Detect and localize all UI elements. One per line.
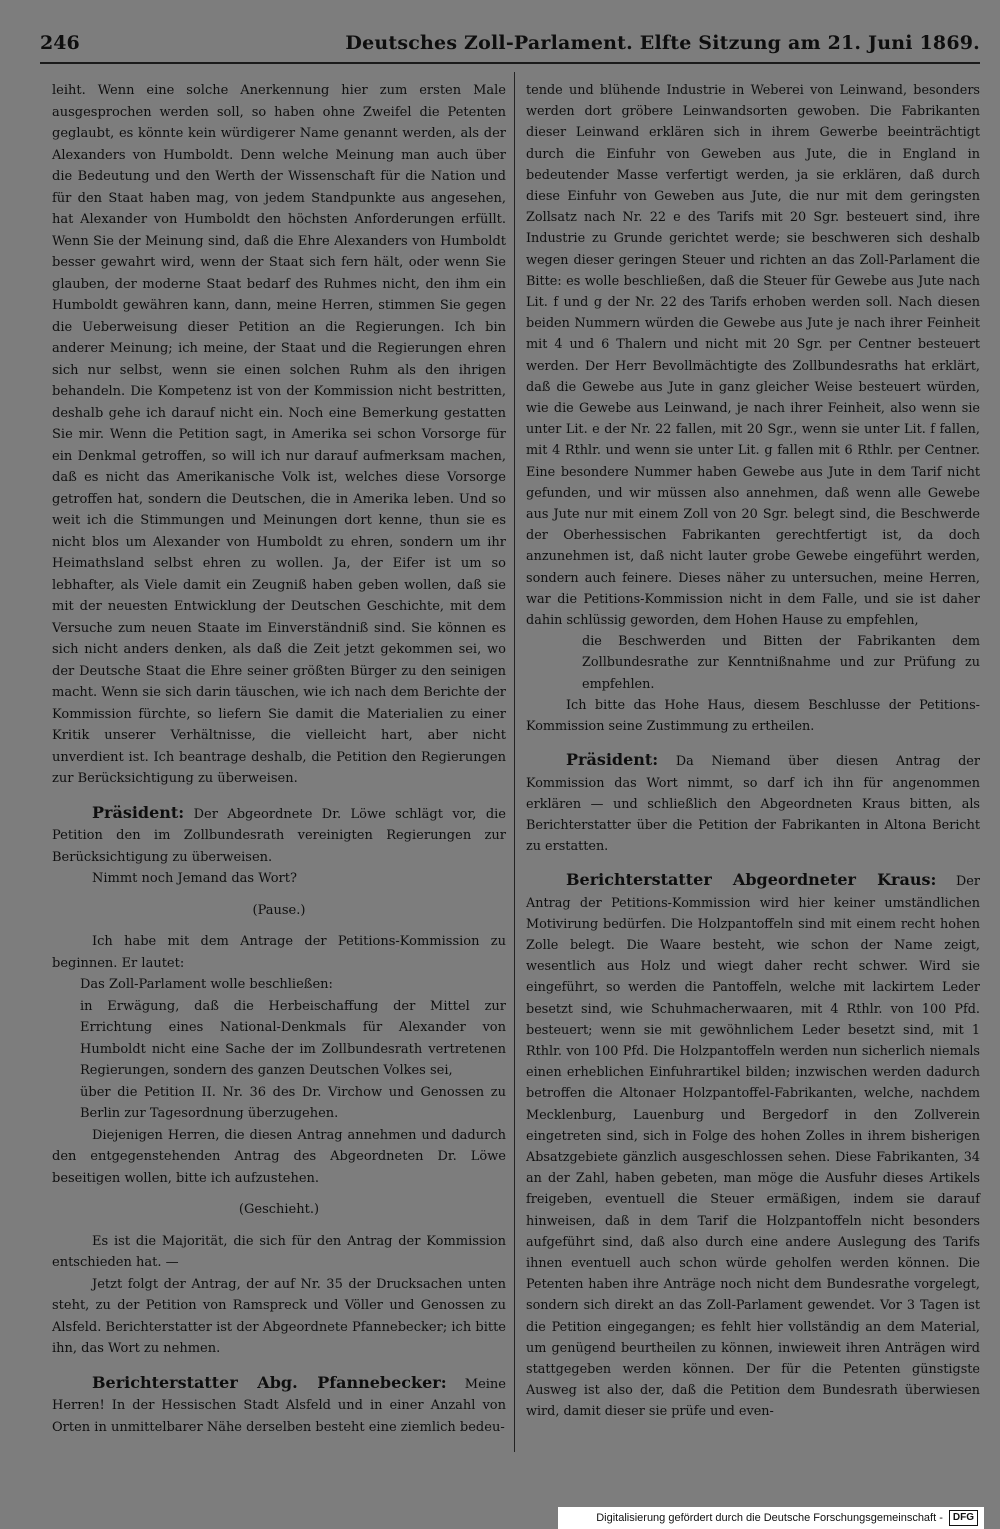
- dfg-logo: DFG: [949, 1510, 978, 1526]
- paragraph: [52, 1231, 506, 1274]
- right-column: [526, 80, 980, 1423]
- paragraph: [526, 695, 980, 737]
- paragraph: [80, 996, 506, 1082]
- paragraph: [80, 1082, 506, 1125]
- speaker-name: Präsident:: [92, 802, 185, 822]
- paragraph-text: Ich habe mit dem Antrage der Petitions-Kommission zu beginnen. Er lautet:: [52, 934, 506, 971]
- paragraph: [582, 631, 980, 695]
- paragraph-text: über die Petition II. Nr. 36 des Dr. Virchow und Genossen zu Berlin zur Tagesordnung überzugehen.: [80, 1084, 506, 1121]
- paragraph-text: Der Antrag der Petitions-Kommission wird hier keiner umständlichen Motivirung bedürfen. Die Holzpantoffeln sind mit einem recht hohen Zolle belegt. Die Waare besteht, wie schon der Name zeigt, wesentlich aus Holz und wiegt daher recht schwer. Wird sie eingeführt, so werden die Pantoffeln, welche mit lackirtem Leder besetzt sind, wie Schuhmacherwaaren, mit 4 Rthlr. von 100 Pfd. besteuert; wenn sie mit gewöhnlichem Leder besetzt sind, mit 1 Rthlr. von 100 Pfd. Die Holzpantoffeln werden nun sicherlich niemals einen erheblichen Einfuhrartikel bilden; inzwischen werden dadurch betroffen die Altonaer Holzpantoffel-Fabrikanten, welche, nachdem Mecklenburg, Lauenburg und Bergedorf in den Zollverein eingetreten sind, sich in Folge des hohen Zolles in ihrem bisherigen Absatzgebiete gänzlich ausgeschlossen sehen. Diese Fabrikanten, 34 an der Zahl, haben gebeten, man möge die Ausfuhr dieses Artikels freigeben, eventuell die Steuer ermäßigen, indem sie darauf hinweisen, daß in dem Tarif die Holzpantoffeln nicht besonders aufgeführt sind, daß also durch eine andere Auslegung des Tarifs ihnen eventuell auch schon würde geholfen werden können. Die Petenten haben ihre Anträge noch nicht dem Bundesrathe vorgelegt, sondern sich direkt an das Zoll-Parlament gewendet. Vor 3 Tagen ist die Petition eingegangen; es fehlt hier vollständig an dem Material, um genügend beurtheilen zu können, inwieweit ihren Anträgen wird stattgegeben werden können. Der für die Petenten günstigste Ausweg ist also der, daß die Petition dem Bundesrath überwiesen wird, damit dieser sie prüfe und even-: [526, 874, 980, 1420]
- running-title: Deutsches Zoll-Parlament. Elfte Sitzung am 21. Juni 1869.: [345, 32, 980, 54]
- footer-credit-text: Digitalisierung gefördert durch die Deutsche Forschungsgemeinschaft -: [596, 1512, 943, 1524]
- paragraph-text: (Pause.): [252, 902, 306, 918]
- column-divider: [514, 72, 515, 1452]
- paragraph-text: leiht. Wenn eine solche Anerkennung hier zum ersten Male ausgesprochen werden soll, so haben ohne Zweifel die Petenten geglaubt, es könnte kein würdigerer Name genannt werden, als der Alexanders von Humboldt. Denn welche Meinung man auch über die Bedeutung und den Werth der Wissenschaft für die Nation und für den Staat haben mag, von jedem Standpunkte aus angesehen, hat Alexander von Humboldt den höchsten Anforderungen erfüllt. Wenn Sie der Meinung sind, daß die Ehre Alexanders von Humboldt besser gewahrt wird, wenn der Staat sich fern hält, oder wenn Sie glauben, der moderne Staat bedarf des Ruhmes nicht, den ihm ein Humboldt gewähren kann, dann, meine Herren, stimmen Sie gegen die Ueberweisung dieser Petition an die Regierungen. Ich bin anderer Meinung; ich meine, der Staat und die Regierungen ehren sich nur selbst, wenn sie einen solchen Ruhm als den ihrigen behandeln. Die Kompetenz ist von der Kommission nicht bestritten, deshalb gehe ich darauf nicht ein. Noch eine Bemerkung gestatten Sie mir. Wenn die Petition sagt, in Amerika sei schon Vorsorge für ein Denkmal getroffen, so will ich nur darauf aufmerksam machen, daß es nicht das Amerikanische Volk ist, welches diese Vorsorge getroffen hat, sondern die Deutschen, die in Amerika leben. Und so weit ich die Stimmungen und Meinungen dort kenne, thun sie es nicht blos um Alexander von Humboldt zu ehren, sondern um ihr Heimathsland selbst ehren zu wollen. Ja, der Eifer ist um so lebhafter, als Viele damit ein Zeugniß haben geben wollen, daß sie mit der neuesten Entwicklung der Deutschen Geschichte, mit dem Versuche zum neuen Staate im Einverständniß sind. Sie können es sich nicht anders denken, als daß die Zeit jetzt gekommen sei, wo der Deutsche Staat die Ehre seiner größten Bürger zu den seinigen macht. Wenn sie sich darin täuschen, wie ich nach dem Berichte der Kommission fürchte, so liefern Sie damit die Materialien zu einer Kritik unserer Verhältnisse, die vielleicht hart, aber nicht unverdient ist. Ich beantrage deshalb, die Petition den Regierungen zur Berücksichtigung zu überweisen.: [52, 83, 506, 786]
- paragraph-text: Nimmt noch Jemand das Wort?: [92, 871, 297, 886]
- paragraph: [52, 1274, 506, 1360]
- paragraph-text: tende und blühende Industrie in Weberei von Leinwand, besonders werden dort gröbere Leinwandsorten gewoben. Die Fabrikanten dieser Leinwand erklären sich in ihrem Gewerbe beeinträchtigt durch die Einfuhr von Geweben aus Jute, die in England in bedeutender Masse verfertigt werden, ja sie erklären, daß durch diese Einfuhr von Geweben aus Jute, die nur mit dem geringsten Zollsatz nach Nr. 22 e des Tarifs mit 20 Sgr. besteuert sind, ihre Industrie zu Grunde gerichtet werde; sie beschweren sich deshalb wegen dieser geringen Steuer und richten an das Zoll-Parlament die Bitte: es wolle beschließen, daß die Steuer für Gewebe aus Jute nach Lit. f und g der Nr. 22 des Tarifs erhoben werden soll. Nach diesen beiden Nummern würden die Gewebe aus Jute je nach ihrer Feinheit mit 4 und 6 Thalern und nicht mit 20 Sgr. per Centner besteuert werden. Der Herr Bevollmächtigte des Zollbundesraths hat erklärt, daß die Gewebe aus Jute in ganz gleicher Weise besteuert würden, wie die Gewebe aus Leinwand, je nach ihrer Feinheit, also wenn sie unter Lit. e der Nr. 22 fallen, mit 20 Sgr., wenn sie unter Lit. f fallen, mit 4 Rthlr. und wenn sie unter Lit. g fallen mit 6 Rthlr. per Centner. Eine besondere Nummer haben Gewebe aus Jute in dem Tarif nicht gefunden, und wir müssen also annehmen, daß wenn alle Gewebe aus Jute nur mit einem Zoll von 20 Sgr. belegt sind, die Beschwerde der Oberhessischen Fabrikanten gerechtfertigt ist, da doch anzunehmen ist, daß nicht lauter grobe Gewebe eingeführt werden, sondern auch feinere. Dieses näher zu untersuchen, meine Herren, war die Petitions-Kommission nicht in dem Falle, und sie ist daher dahin schlüssig geworden, dem Hohen Hause zu empfehlen,: [526, 83, 980, 629]
- paragraph: [52, 1125, 506, 1190]
- paragraph: [52, 931, 506, 974]
- paragraph: [526, 80, 980, 631]
- paragraph-text: Meine Herren! In der Hessischen Stadt Alsfeld und in einer Anzahl von Orten in unmittelbarer Nähe derselben besteht eine ziemlich bedeu-: [52, 1376, 506, 1435]
- paragraph: [526, 869, 980, 1422]
- page-number: 246: [40, 32, 80, 54]
- stage-direction: [52, 1199, 506, 1221]
- footer-credit: [558, 1507, 984, 1529]
- paragraph: [52, 802, 506, 869]
- paragraph-text: Diejenigen Herren, die diesen Antrag annehmen und dadurch den entgegenstehenden Antrag des Abgeordneten Dr. Löwe beseitigen wollen, bitte ich aufzustehen.: [52, 1127, 506, 1186]
- left-column: [52, 80, 506, 1438]
- paragraph-text: die Beschwerden und Bitten der Fabrikanten dem Zollbundesrathe zur Kenntnißnahme und zur Prüfung zu empfehlen.: [582, 634, 980, 692]
- speaker-name: Berichterstatter Abgeordneter Kraus:: [566, 870, 937, 890]
- stage-direction: [52, 900, 506, 922]
- paragraph: [80, 974, 506, 996]
- paragraph-text: Das Zoll-Parlament wolle beschließen:: [80, 977, 333, 992]
- paragraph-text: Der Abgeordnete Dr. Löwe schlägt vor, die Petition den im Zollbundesrath vereinigten Regierungen zur Berücksichtigung zu überweisen.: [52, 806, 506, 865]
- paragraph-text: in Erwägung, daß die Herbeischaffung der Mittel zur Errichtung eines National-Denkmals für Alexander von Humboldt nicht eine Sache der im Zollbundesrath vertretenen Regierungen, sondern des ganzen Deutschen Volkes sei,: [80, 998, 506, 1078]
- paragraph-text: Ich bitte das Hohe Haus, diesem Beschlusse der Petitions-Kommission seine Zustimmung zu ertheilen.: [526, 697, 980, 735]
- page-header: [40, 28, 980, 64]
- paragraph-text: Es ist die Majorität, die sich für den Antrag der Kommission entschieden hat. —: [52, 1233, 506, 1270]
- paragraph-text: (Geschieht.): [238, 1202, 320, 1217]
- paragraph: [52, 80, 506, 790]
- paragraph: [52, 868, 506, 890]
- paragraph: [52, 1372, 506, 1439]
- paragraph: [526, 749, 980, 857]
- speaker-name: Berichterstatter Abg. Pfannebecker:: [92, 1372, 447, 1392]
- speaker-name: Präsident:: [566, 750, 659, 770]
- paragraph-text: Jetzt folgt der Antrag, der auf Nr. 35 der Drucksachen unten steht, zu der Petition von Ramspreck und Völler und Genossen zu Alsfeld. Berichterstatter ist der Abgeordnete Pfannebecker; ich bitte ihn, das Wort zu nehmen.: [52, 1276, 506, 1356]
- paragraph-text: Da Niemand über diesen Antrag der Kommission das Wort nimmt, so darf ich ihn für angenommen erklären — und schließlich den Abgeordneten Kraus bitten, als Berichterstatter über die Petition der Fabrikanten in Altona Bericht zu erstatten.: [526, 754, 980, 855]
